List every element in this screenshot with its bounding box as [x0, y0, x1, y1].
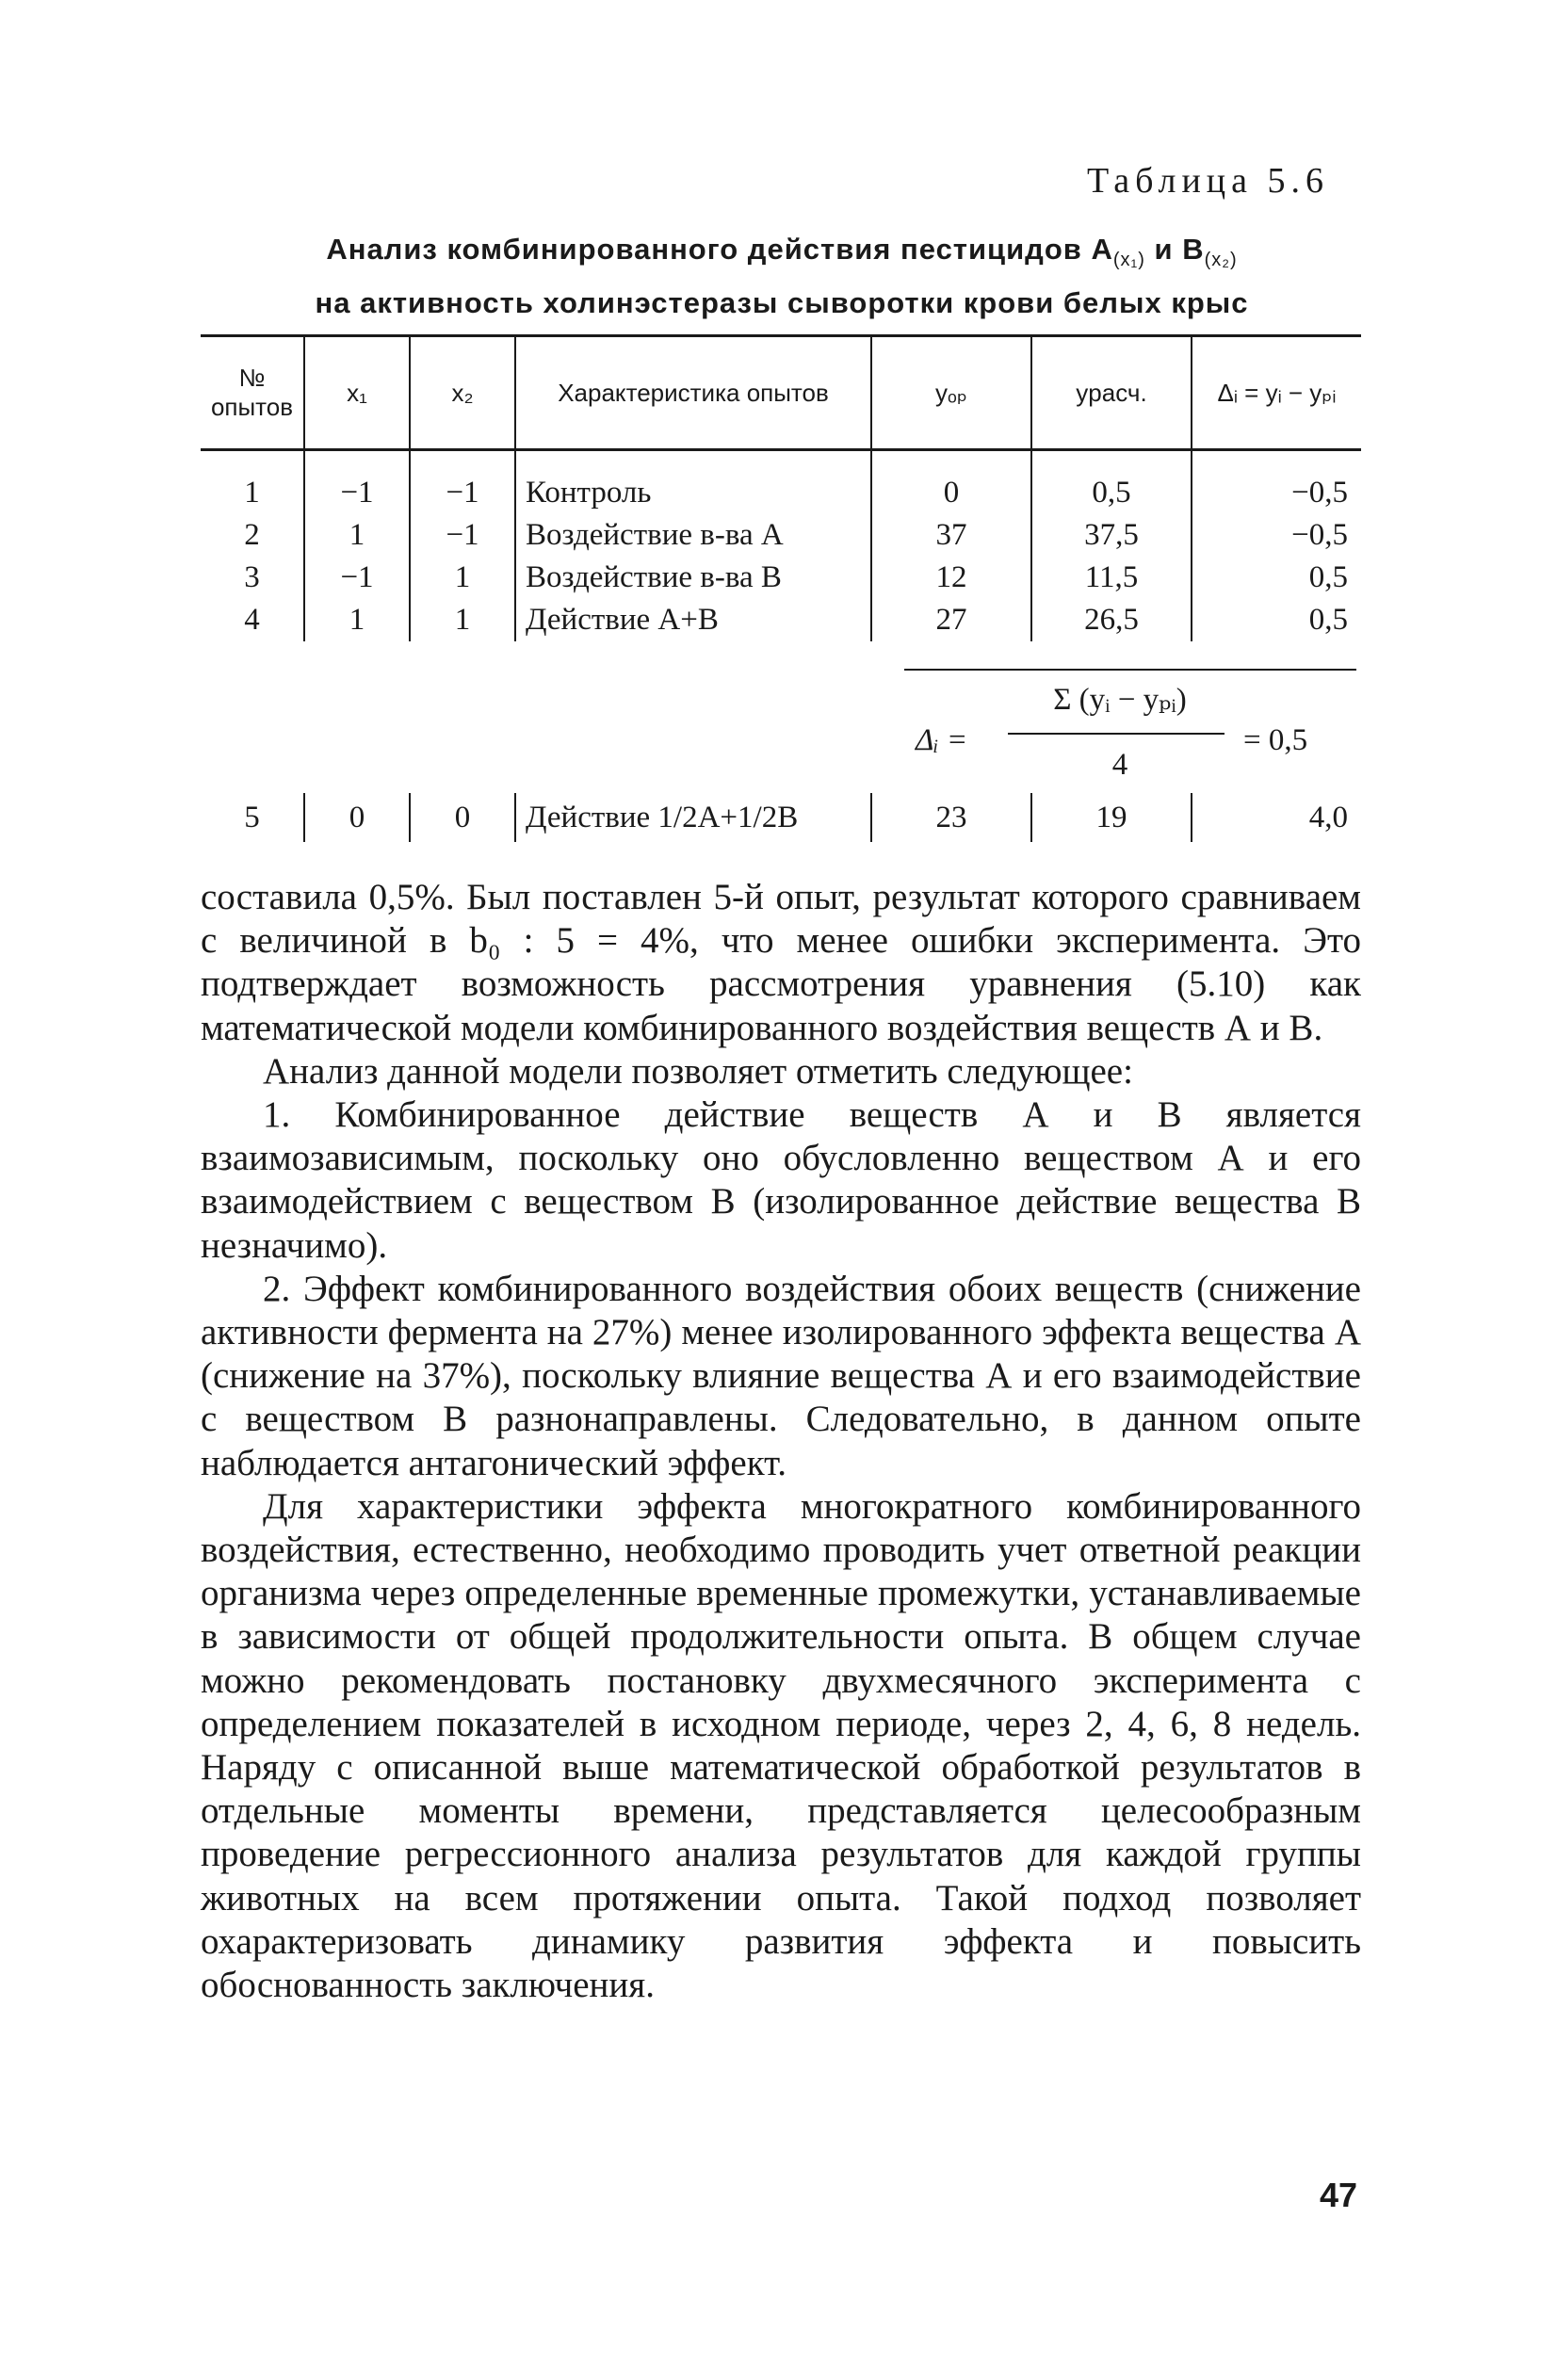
- cell-x1: 0: [304, 793, 410, 842]
- cell-delta: 0,5: [1192, 599, 1361, 641]
- cell-no: 2: [244, 518, 260, 552]
- cell-description: Воздействие в-ва А: [515, 514, 871, 557]
- cell-x2: −1: [410, 514, 515, 557]
- cell-x1: 1: [304, 514, 410, 557]
- table-row: [201, 599, 1361, 641]
- cell-y-observed: 23: [871, 793, 1031, 842]
- cell-y-observed: 27: [871, 599, 1031, 641]
- table-row: [201, 514, 1361, 557]
- delta-formula: [904, 669, 1356, 810]
- formula-denominator: 4: [1111, 748, 1128, 782]
- cell-no: 1: [244, 476, 260, 510]
- caption-sub1: (x₁): [1112, 250, 1145, 271]
- results-table-row5: [201, 793, 1361, 842]
- header-description: Характеристика опытов: [515, 336, 871, 450]
- cell-delta: −0,5: [1192, 514, 1361, 557]
- table-caption: [188, 228, 1375, 325]
- caption-line2: на активность холинэстеразы сыворотки крови белых крыс: [315, 286, 1249, 320]
- formula-lhs: Δᵢ =: [916, 723, 968, 757]
- table-row: [201, 793, 1361, 842]
- table-row: [201, 450, 1361, 515]
- cell-y-calculated: 11,5: [1031, 557, 1192, 599]
- cell-y-calculated: 26,5: [1031, 599, 1192, 641]
- table-label: Таблица 5.6: [1086, 161, 1329, 201]
- results-table: [201, 334, 1361, 641]
- cell-description: Воздействие в-ва В: [515, 557, 871, 599]
- cell-x2: 0: [410, 793, 515, 842]
- fraction-bar: [1008, 733, 1225, 735]
- cell-description: Действие А+В: [515, 599, 871, 641]
- cell-y-calculated: 19: [1031, 793, 1192, 842]
- cell-delta: 0,5: [1192, 557, 1361, 599]
- paragraph: составила 0,5%. Был поставлен 5-й опыт, результат которого сравниваем с величиной в b₀ : 5 = 4%, что менее ошибки эксперимента. Это подтверждает возможность рассмотрения уравнения (5.10) как математической модели комбинированного воздействия веществ А и В.: [201, 877, 1361, 1048]
- cell-no: 3: [244, 560, 260, 594]
- cell-no: 5: [244, 800, 260, 834]
- header-delta: Δᵢ = yᵢ − yₚᵢ: [1192, 336, 1361, 450]
- cell-y-calculated: 0,5: [1031, 450, 1192, 515]
- header-x2: x₂: [410, 336, 515, 450]
- cell-y-observed: 12: [871, 557, 1031, 599]
- cell-delta: 4,0: [1192, 793, 1361, 842]
- header-y-observed: yₒₚ: [871, 336, 1031, 450]
- formula-numerator: Σ (yᵢ − yₚᵢ): [1053, 683, 1187, 717]
- cell-x2: 1: [410, 557, 515, 599]
- header-experiment-no: № опытов: [201, 336, 304, 450]
- header-x1: x₁: [304, 336, 410, 450]
- paragraph: 1. Комбинированное действие веществ А и В является взаимозависимым, поскольку оно обусловленно веществом А и его взаимодействием с веществом В (изолированное действие вещества В незначимо).: [201, 1094, 1361, 1266]
- cell-description: Действие 1/2А+1/2В: [515, 793, 871, 842]
- cell-x1: 1: [304, 599, 410, 641]
- cell-y-calculated: 37,5: [1031, 514, 1192, 557]
- table-row: [201, 557, 1361, 599]
- table-header-row: [201, 336, 1361, 450]
- formula-rhs: = 0,5: [1243, 723, 1308, 757]
- cell-x2: −1: [410, 450, 515, 515]
- body-text: [201, 876, 1361, 2007]
- cell-x1: −1: [304, 557, 410, 599]
- header-y-calculated: yрасч.: [1031, 336, 1192, 450]
- cell-x1: −1: [304, 450, 410, 515]
- paragraph: 2. Эффект комбинированного воздействия обоих веществ (снижение активности фермента на 27%) менее изолированного эффекта вещества А (снижение на 37%), поскольку влияние вещества А и его взаимодействие с веществом В разнонаправлены. Следовательно, в данном опыте наблюдается антагонический эффект.: [201, 1268, 1361, 1483]
- cell-y-observed: 0: [871, 450, 1031, 515]
- cell-y-observed: 37: [871, 514, 1031, 557]
- cell-no: 4: [244, 603, 260, 637]
- formula-divider-line: [904, 669, 1356, 671]
- caption-line1-prefix: Анализ комбинированного действия пестицидов A: [326, 233, 1113, 266]
- paragraph: Для характеристики эффекта многократного комбинированного воздействия, естественно, необходимо проводить учет ответной реакции организма через определенные временные промежутки, устанавливаемые в зависимости от общей продолжительности опыта. В общем случае можно рекомендовать постановку двухмесячного эксперимента с определением показателей в исходном периоде, через 2, 4, 6, 8 недель. Наряду с описанной выше математической обработкой результатов в отдельные моменты времени, представляется целесообразным проведение регрессионного анализа результатов для каждой группы животных на всем протяжении опыта. Такой подход позволяет охарактеризовать динамику развития эффекта и повысить обоснованность заключения.: [201, 1485, 1361, 2006]
- cell-x2: 1: [410, 599, 515, 641]
- cell-delta: −0,5: [1192, 450, 1361, 515]
- paragraph: Анализ данной модели позволяет отметить следующее:: [263, 1050, 1133, 1092]
- page-number: 47: [1319, 2176, 1357, 2214]
- cell-description: Контроль: [515, 450, 871, 515]
- caption-mid: и B: [1144, 233, 1205, 266]
- caption-sub2: (x₂): [1204, 250, 1238, 271]
